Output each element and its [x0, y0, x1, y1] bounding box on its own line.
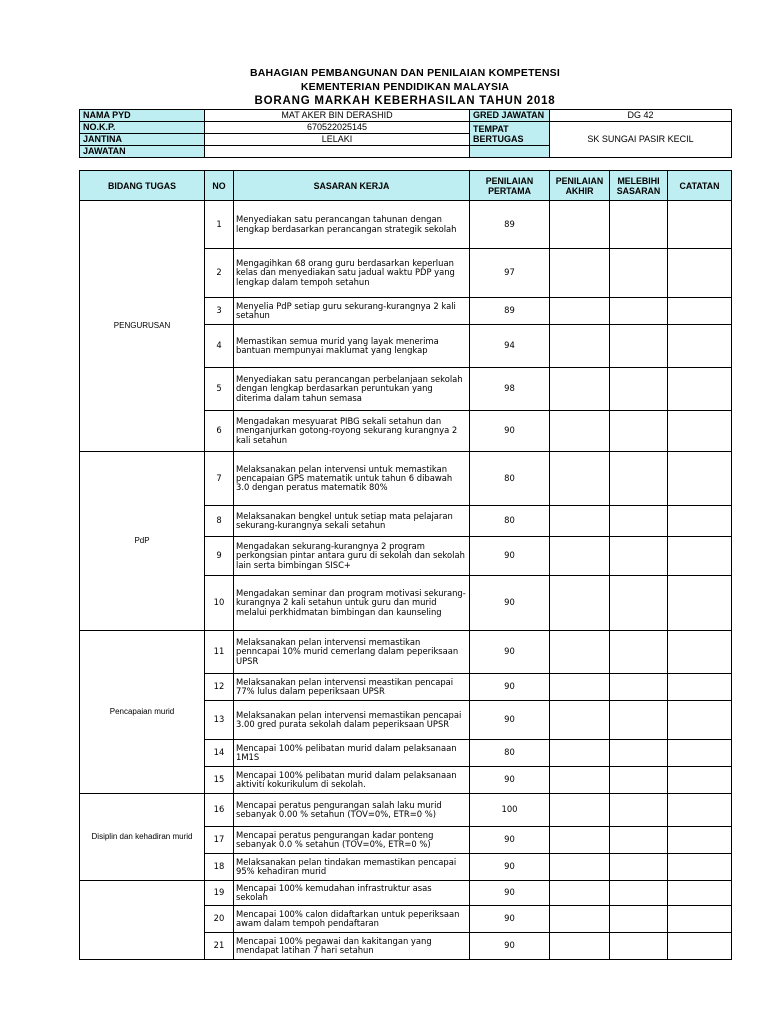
- table-body: [80, 201, 732, 960]
- akhir-cell: [550, 249, 610, 298]
- no-cell: 9: [205, 537, 234, 576]
- catatan-cell: [668, 631, 732, 674]
- catatan-cell: [668, 701, 732, 740]
- no-cell: 17: [205, 827, 234, 854]
- melebihi-cell: [610, 854, 668, 881]
- nama-label: NAMA PYD: [80, 110, 205, 122]
- melebihi-cell: [610, 325, 668, 368]
- pertama-cell: 90: [470, 674, 550, 701]
- catatan-cell: [668, 368, 732, 411]
- no-cell: 10: [205, 576, 234, 631]
- table-row: [80, 881, 732, 906]
- no-cell: 12: [205, 674, 234, 701]
- melebihi-cell: [610, 298, 668, 325]
- no-cell: 7: [205, 452, 234, 506]
- pertama-cell: 100: [470, 794, 550, 827]
- pertama-cell: 89: [470, 201, 550, 249]
- melebihi-cell: [610, 767, 668, 794]
- pertama-cell: 97: [470, 249, 550, 298]
- sasaran-cell: Mengadakan sekurang-kurangnya 2 program perkongsian pintar antara guru di sekolah dan sekolah lain serta bimbingan SISC+: [234, 537, 470, 576]
- melebihi-cell: [610, 701, 668, 740]
- bidang-cell: Disiplin dan kehadiran murid: [80, 794, 205, 881]
- no-cell: 5: [205, 368, 234, 411]
- table-row: [80, 631, 732, 674]
- akhir-cell: [550, 506, 610, 537]
- nokp-value: 670522025145: [205, 122, 470, 134]
- catatan-cell: [668, 933, 732, 960]
- no-cell: 1: [205, 201, 234, 249]
- pertama-cell: 98: [470, 368, 550, 411]
- no-cell: 15: [205, 767, 234, 794]
- pertama-cell: 90: [470, 631, 550, 674]
- no-cell: 21: [205, 933, 234, 960]
- info-table: [79, 109, 732, 158]
- melebihi-cell: [610, 827, 668, 854]
- sasaran-cell: Mencapai 100% calon didaftarkan untuk peperiksaan awam dalam tempoh pendaftaran: [234, 906, 470, 933]
- catatan-cell: [668, 767, 732, 794]
- melebihi-cell: [610, 537, 668, 576]
- melebihi-cell: [610, 881, 668, 906]
- pertama-cell: 80: [470, 452, 550, 506]
- pertama-cell: 90: [470, 906, 550, 933]
- catatan-cell: [668, 506, 732, 537]
- no-cell: 20: [205, 906, 234, 933]
- sasaran-cell: Mencapai 100% pegawai dan kakitangan yang mendapat latihan 7 hari setahun: [234, 933, 470, 960]
- sasaran-cell: Mencapai 100% pelibatan murid dalam pelaksanaan aktiviti kokurikulum di sekolah.: [234, 767, 470, 794]
- sasaran-cell: Menyediakan satu perancangan perbelanjaan sekolah dengan lengkap berdasarkan peruntukan yang diterima dalam tahun semasa: [234, 368, 470, 411]
- pertama-cell: 90: [470, 537, 550, 576]
- pertama-cell: 90: [470, 411, 550, 452]
- jantina-label: JANTINA: [80, 134, 205, 146]
- akhir-cell: [550, 411, 610, 452]
- catatan-cell: [668, 298, 732, 325]
- akhir-cell: [550, 827, 610, 854]
- melebihi-cell: [610, 201, 668, 249]
- catatan-cell: [668, 827, 732, 854]
- col-akhir: PENILAIAN AKHIR: [550, 171, 610, 201]
- melebihi-cell: [610, 933, 668, 960]
- sasaran-cell: Melaksanakan pelan intervensi memastikan pencapai 3.00 gred purata sekolah dalam peperiksaan UPSR: [234, 701, 470, 740]
- pertama-cell: 90: [470, 881, 550, 906]
- sasaran-cell: Memastikan semua murid yang layak menerima bantuan mempunyai maklumat yang lengkap: [234, 325, 470, 368]
- tempat-label-fill: [470, 146, 550, 158]
- sasaran-cell: Melaksanakan pelan intervensi untuk memastikan pencapaian GPS matematik untuk tahun 6 dibawah 3.0 dengan peratus matematik 80%: [234, 452, 470, 506]
- tempat-value: SK SUNGAI PASIR KECIL: [550, 122, 732, 158]
- sasaran-cell: Menyelia PdP setiap guru sekurang-kurangnya 2 kali setahun: [234, 298, 470, 325]
- catatan-cell: [668, 906, 732, 933]
- melebihi-cell: [610, 674, 668, 701]
- akhir-cell: [550, 368, 610, 411]
- no-cell: 3: [205, 298, 234, 325]
- no-cell: 19: [205, 881, 234, 906]
- pertama-cell: 90: [470, 827, 550, 854]
- akhir-cell: [550, 576, 610, 631]
- no-cell: 14: [205, 740, 234, 767]
- no-cell: 4: [205, 325, 234, 368]
- no-cell: 13: [205, 701, 234, 740]
- gred-label: GRED JAWATAN: [470, 110, 550, 122]
- table-row: [80, 452, 732, 506]
- no-cell: 8: [205, 506, 234, 537]
- no-cell: 16: [205, 794, 234, 827]
- sasaran-cell: Menyediakan satu perancangan tahunan dengan lengkap berdasarkan perancangan strategik sekolah: [234, 201, 470, 249]
- catatan-cell: [668, 537, 732, 576]
- catatan-cell: [668, 674, 732, 701]
- melebihi-cell: [610, 794, 668, 827]
- header-line-1: BAHAGIAN PEMBANGUNAN DAN PENILAIAN KOMPETENSI: [249, 67, 560, 79]
- akhir-cell: [550, 452, 610, 506]
- no-cell: 11: [205, 631, 234, 674]
- markah-table: [79, 170, 732, 960]
- akhir-cell: [550, 674, 610, 701]
- no-cell: 2: [205, 249, 234, 298]
- sasaran-cell: Mengadakan seminar dan program motivasi sekurang-kurangnya 2 kali setahun untuk guru dan murid melalui perkhidmatan bimbingan dan kaunseling: [234, 576, 470, 631]
- header-line-3: BORANG MARKAH KEBERHASILAN TAHUN 2018: [254, 95, 556, 107]
- pertama-cell: 90: [470, 767, 550, 794]
- document-header: [80, 66, 730, 108]
- akhir-cell: [550, 767, 610, 794]
- col-pertama: PENILAIAN PERTAMA: [470, 171, 550, 201]
- nama-value: MAT AKER BIN DERASHID: [205, 110, 470, 122]
- catatan-cell: [668, 411, 732, 452]
- sasaran-cell: Melaksanakan bengkel untuk setiap mata pelajaran sekurang-kurangnya sekali setahun: [234, 506, 470, 537]
- no-cell: 18: [205, 854, 234, 881]
- sasaran-cell: Melaksanakan pelan tindakan memastikan pencapai 95% kehadiran murid: [234, 854, 470, 881]
- catatan-cell: [668, 794, 732, 827]
- catatan-cell: [668, 740, 732, 767]
- pertama-cell: 80: [470, 740, 550, 767]
- sasaran-cell: Mengagihkan 68 orang guru berdasarkan keperluan kelas dan menyediakan satu jadual waktu PDP yang lengkap dalam tempoh setahun: [234, 249, 470, 298]
- sasaran-cell: Melaksanakan pelan intervensi meastikan pencapai 77% lulus dalam peperiksaan UPSR: [234, 674, 470, 701]
- catatan-cell: [668, 854, 732, 881]
- melebihi-cell: [610, 368, 668, 411]
- melebihi-cell: [610, 740, 668, 767]
- sasaran-cell: Mencapai 100% kemudahan infrastruktur asas sekolah: [234, 881, 470, 906]
- header-line-2: KEMENTERIAN PENDIDIKAN MALAYSIA: [300, 81, 510, 93]
- melebihi-cell: [610, 576, 668, 631]
- pertama-cell: 90: [470, 933, 550, 960]
- akhir-cell: [550, 740, 610, 767]
- col-bidang: BIDANG TUGAS: [80, 171, 205, 201]
- col-catatan: CATATAN: [668, 171, 732, 201]
- akhir-cell: [550, 298, 610, 325]
- sasaran-cell: Mencapai peratus pengurangan salah laku murid sebanyak 0.00 % setahun (TOV=0%, ETR=0 %): [234, 794, 470, 827]
- col-no: NO: [205, 171, 234, 201]
- pertama-cell: 80: [470, 506, 550, 537]
- sasaran-cell: Mengadakan mesyuarat PIBG sekali setahun dan menganjurkan gotong-royong sekurang kurangnya 2 kali setahun: [234, 411, 470, 452]
- akhir-cell: [550, 537, 610, 576]
- nokp-label: NO.K.P.: [80, 122, 205, 134]
- melebihi-cell: [610, 506, 668, 537]
- akhir-cell: [550, 701, 610, 740]
- melebihi-cell: [610, 249, 668, 298]
- catatan-cell: [668, 452, 732, 506]
- sasaran-cell: Mencapai peratus pengurangan kadar ponteng sebanyak 0.0 % setahun (TOV=0%, ETR=0 %): [234, 827, 470, 854]
- bidang-cell: Pencapaian murid: [80, 631, 205, 794]
- jawatan-value: [205, 146, 470, 158]
- akhir-cell: [550, 933, 610, 960]
- pertama-cell: 89: [470, 298, 550, 325]
- sasaran-cell: Mencapai 100% pelibatan murid dalam pelaksanaan 1M1S: [234, 740, 470, 767]
- melebihi-cell: [610, 411, 668, 452]
- pertama-cell: 94: [470, 325, 550, 368]
- table-header-row: [80, 171, 732, 201]
- sasaran-cell: Melaksanakan pelan intervensi memastikan penncapai 10% murid cemerlang dalam peperiksaan UPSR: [234, 631, 470, 674]
- table-row: [80, 794, 732, 827]
- catatan-cell: [668, 249, 732, 298]
- catatan-cell: [668, 201, 732, 249]
- table-row: [80, 201, 732, 249]
- catatan-cell: [668, 881, 732, 906]
- pertama-cell: 90: [470, 701, 550, 740]
- no-cell: 6: [205, 411, 234, 452]
- bidang-cell: PENGURUSAN: [80, 201, 205, 452]
- pertama-cell: 90: [470, 854, 550, 881]
- melebihi-cell: [610, 631, 668, 674]
- catatan-cell: [668, 576, 732, 631]
- pertama-cell: 90: [470, 576, 550, 631]
- gred-value: DG 42: [550, 110, 732, 122]
- bidang-cell: [80, 881, 205, 960]
- col-melebihi: MELEBIHI SASARAN: [610, 171, 668, 201]
- akhir-cell: [550, 631, 610, 674]
- melebihi-cell: [610, 452, 668, 506]
- akhir-cell: [550, 881, 610, 906]
- jawatan-label: JAWATAN: [80, 146, 205, 158]
- col-sasaran: SASARAN KERJA: [234, 171, 470, 201]
- tempat-label: TEMPAT BERTUGAS: [470, 122, 550, 146]
- jantina-value: LELAKI: [205, 134, 470, 146]
- melebihi-cell: [610, 906, 668, 933]
- akhir-cell: [550, 794, 610, 827]
- akhir-cell: [550, 854, 610, 881]
- akhir-cell: [550, 325, 610, 368]
- bidang-cell: PdP: [80, 452, 205, 631]
- akhir-cell: [550, 906, 610, 933]
- akhir-cell: [550, 201, 610, 249]
- catatan-cell: [668, 325, 732, 368]
